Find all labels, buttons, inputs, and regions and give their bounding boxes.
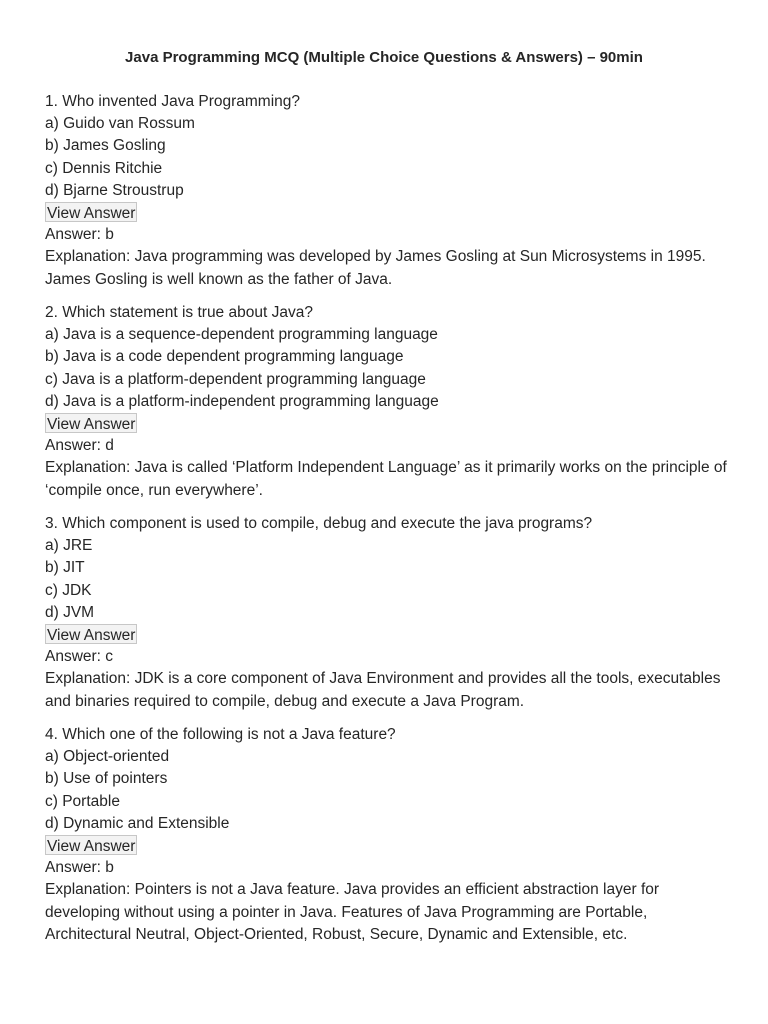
option-a: a) Object-oriented — [45, 748, 170, 766]
option-b: b) Java is a code dependent programming language — [45, 348, 404, 366]
answer-text: Answer: b — [45, 226, 114, 244]
option-c: c) Portable — [45, 792, 120, 810]
explanation-text: Explanation: Pointers is not a Java feature. Java provides an efficient abstraction layer for developing without using a pointer in Java. Features of Java Programming are Portable, Architectural Neutral, Object-Oriented, Robust, Secure, Dynamic and Extensible, etc. — [45, 881, 660, 943]
question-block — [45, 513, 735, 713]
option-c: c) JDK — [45, 581, 92, 599]
question-block — [45, 724, 735, 946]
option-a: a) Guido van Rossum — [45, 115, 195, 133]
question-text: 2. Which statement is true about Java? — [45, 304, 313, 321]
question-block — [45, 91, 735, 291]
option-c: c) Java is a platform-dependent programming language — [45, 370, 426, 388]
answer-text: Answer: d — [45, 437, 114, 455]
option-b: b) JIT — [45, 559, 85, 577]
explanation-text: Explanation: Java programming was developed by James Gosling at Sun Microsystems in 1995. James Gosling is well known as the father of Java. — [45, 248, 706, 288]
option-a: a) JRE — [45, 537, 93, 555]
answer-text: Answer: c — [45, 648, 114, 666]
view-answer-button[interactable]: View Answer — [45, 835, 137, 855]
option-a: a) Java is a sequence-dependent programming language — [45, 326, 438, 344]
explanation-text: Explanation: JDK is a core component of Java Environment and provides all the tools, executables and binaries required to compile, debug and execute a Java Program. — [45, 670, 721, 710]
option-c: c) Dennis Ritchie — [45, 159, 163, 177]
question-text: 3. Which component is used to compile, debug and execute the java programs? — [45, 515, 593, 532]
question-text: 1. Who invented Java Programming? — [45, 93, 301, 110]
explanation-text: Explanation: Java is called ‘Platform Independent Language’ as it primarily works on the principle of ‘compile once, run everywhere’. — [45, 459, 727, 499]
option-d: d) Java is a platform-independent programming language — [45, 392, 439, 410]
view-answer-button[interactable]: View Answer — [45, 202, 137, 222]
view-answer-button[interactable]: View Answer — [45, 624, 137, 644]
view-answer-button[interactable]: View Answer — [45, 413, 137, 433]
option-d: d) JVM — [45, 603, 95, 621]
option-b: b) Use of pointers — [45, 770, 168, 788]
option-b: b) James Gosling — [45, 137, 166, 155]
page-title: Java Programming MCQ (Multiple Choice Questions & Answers) – 90min — [125, 49, 643, 66]
question-text: 4. Which one of the following is not a Java feature? — [45, 726, 396, 743]
answer-text: Answer: b — [45, 859, 114, 877]
option-d: d) Dynamic and Extensible — [45, 814, 230, 832]
question-block — [45, 302, 735, 502]
option-d: d) Bjarne Stroustrup — [45, 181, 184, 199]
